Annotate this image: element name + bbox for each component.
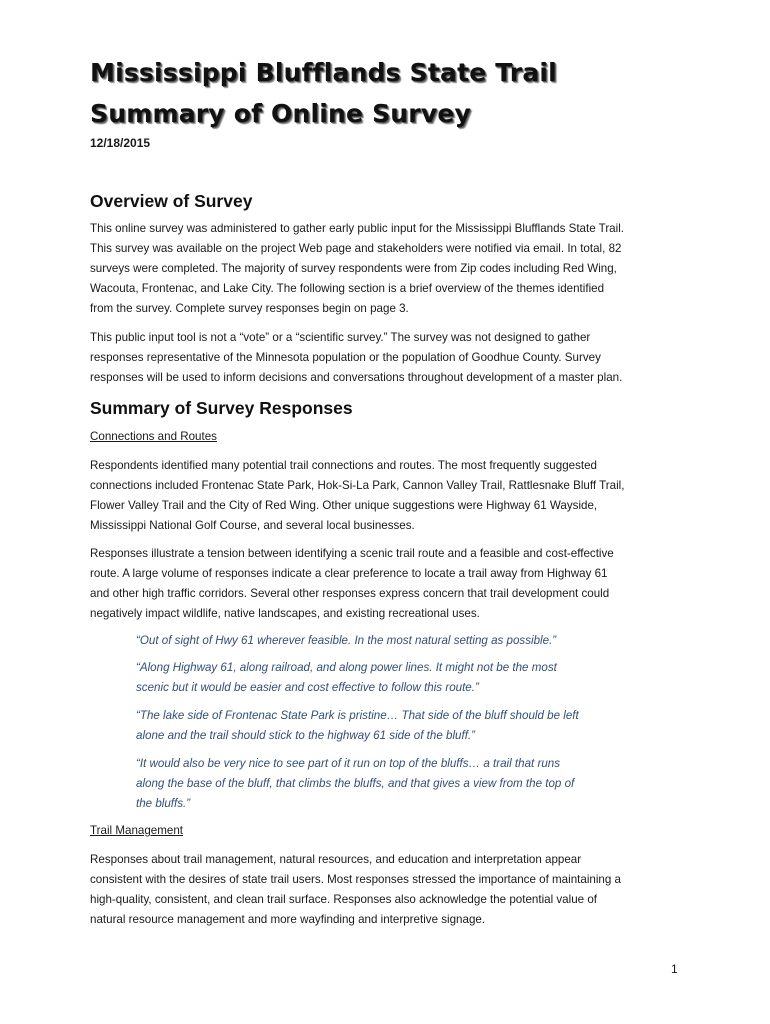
text-line: responses will be used to inform decisions and conversations throughout development of a master plan. (90, 371, 623, 384)
text-line: negatively impact wildlife, native landscapes, and existing recreational uses. (90, 607, 480, 620)
text-line: This survey was available on the project Web page and stakeholders were notified via email. In total, 82 (90, 242, 622, 255)
text-line: high-quality, consistent, and clean trail surface. Responses also acknowledge the potential value of (90, 893, 597, 906)
quote-line: “Out of sight of Hwy 61 wherever feasible. In the most natural setting as possible.” (136, 634, 557, 647)
quote-line: alone and the trail should stick to the highway 61 side of the bluff.” (136, 729, 476, 742)
quote-4 (136, 754, 656, 814)
text-line: Mississippi National Golf Course, and several local businesses. (90, 519, 415, 532)
text-line: natural resource management and more wayfinding and interpretive signage. (90, 913, 486, 926)
text-line: and other high traffic corridors. Several other responses express concern that trail development could (90, 587, 610, 600)
quote-2 (136, 658, 656, 698)
document-date: 12/18/2015 (90, 136, 151, 150)
quote-line: “It would also be very nice to see part of it run on top of the bluffs… a trail that runs (136, 757, 561, 770)
connections-paragraph-2 (90, 544, 690, 624)
connections-paragraph-1 (90, 456, 690, 536)
text-line: Respondents identified many potential trail connections and routes. The most frequently suggested (90, 459, 597, 472)
management-paragraph-1 (90, 850, 690, 930)
overview-paragraph-1 (90, 219, 690, 319)
quote-line: “Along Highway 61, along railroad, and along power lines. It might not be the most (136, 661, 557, 674)
text-line: This public input tool is not a “vote” or a “scientific survey.” The survey was not designed to gather (90, 331, 591, 344)
quote-3 (136, 706, 656, 746)
text-line: Wacouta, Frontenac, and Lake City. The following section is a brief overview of the themes identified (90, 282, 605, 295)
summary-heading: Summary of Survey Responses (90, 398, 353, 418)
quote-1 (136, 631, 656, 651)
text-line: route. A large volume of responses indicate a clear preference to locate a trail away from Highway 61 (90, 567, 608, 580)
quote-line: the bluffs.” (136, 797, 191, 810)
text-line: Responses illustrate a tension between identifying a scenic trail route and a feasible and cost-effective (90, 547, 614, 560)
quote-line: scenic but it would be easier and cost effective to follow this route.” (136, 681, 479, 694)
connections-subheading: Connections and Routes (90, 430, 217, 443)
quote-line: along the base of the bluff, that climbs the bluffs, and that gives a view from the top of (136, 777, 575, 790)
title-line-1: Mississippi Blufflands State Trail (90, 58, 557, 87)
document-title (90, 52, 557, 134)
overview-paragraph-2 (90, 328, 690, 388)
text-line: surveys were completed. The majority of survey respondents were from Zip codes including Red Wing, (90, 262, 617, 275)
quote-line: “The lake side of Frontenac State Park is pristine… That side of the bluff should be left (136, 709, 579, 722)
text-line: Flower Valley Trail and the City of Red Wing. Other unique suggestions were Highway 61 Wayside, (90, 499, 598, 512)
text-line: responses representative of the Minnesota population or the population of Goodhue County. Survey (90, 351, 601, 364)
text-line: consistent with the desires of state trail users. Most responses stressed the importance of maintaining a (90, 873, 621, 886)
text-line: connections included Frontenac State Park, Hok-Si-La Park, Cannon Valley Trail, Rattlesnake Bluff Trail, (90, 479, 625, 492)
overview-heading: Overview of Survey (90, 191, 253, 211)
management-subheading: Trail Management (90, 824, 184, 837)
text-line: This online survey was administered to gather early public input for the Mississippi Blufflands State Trail. (90, 222, 624, 235)
text-line: Responses about trail management, natural resources, and education and interpretation appear (90, 853, 582, 866)
title-line-2: Summary of Online Survey (90, 99, 471, 128)
page-number: 1 (671, 962, 678, 976)
text-line: from the survey. Complete survey responses begin on page 3. (90, 302, 409, 315)
